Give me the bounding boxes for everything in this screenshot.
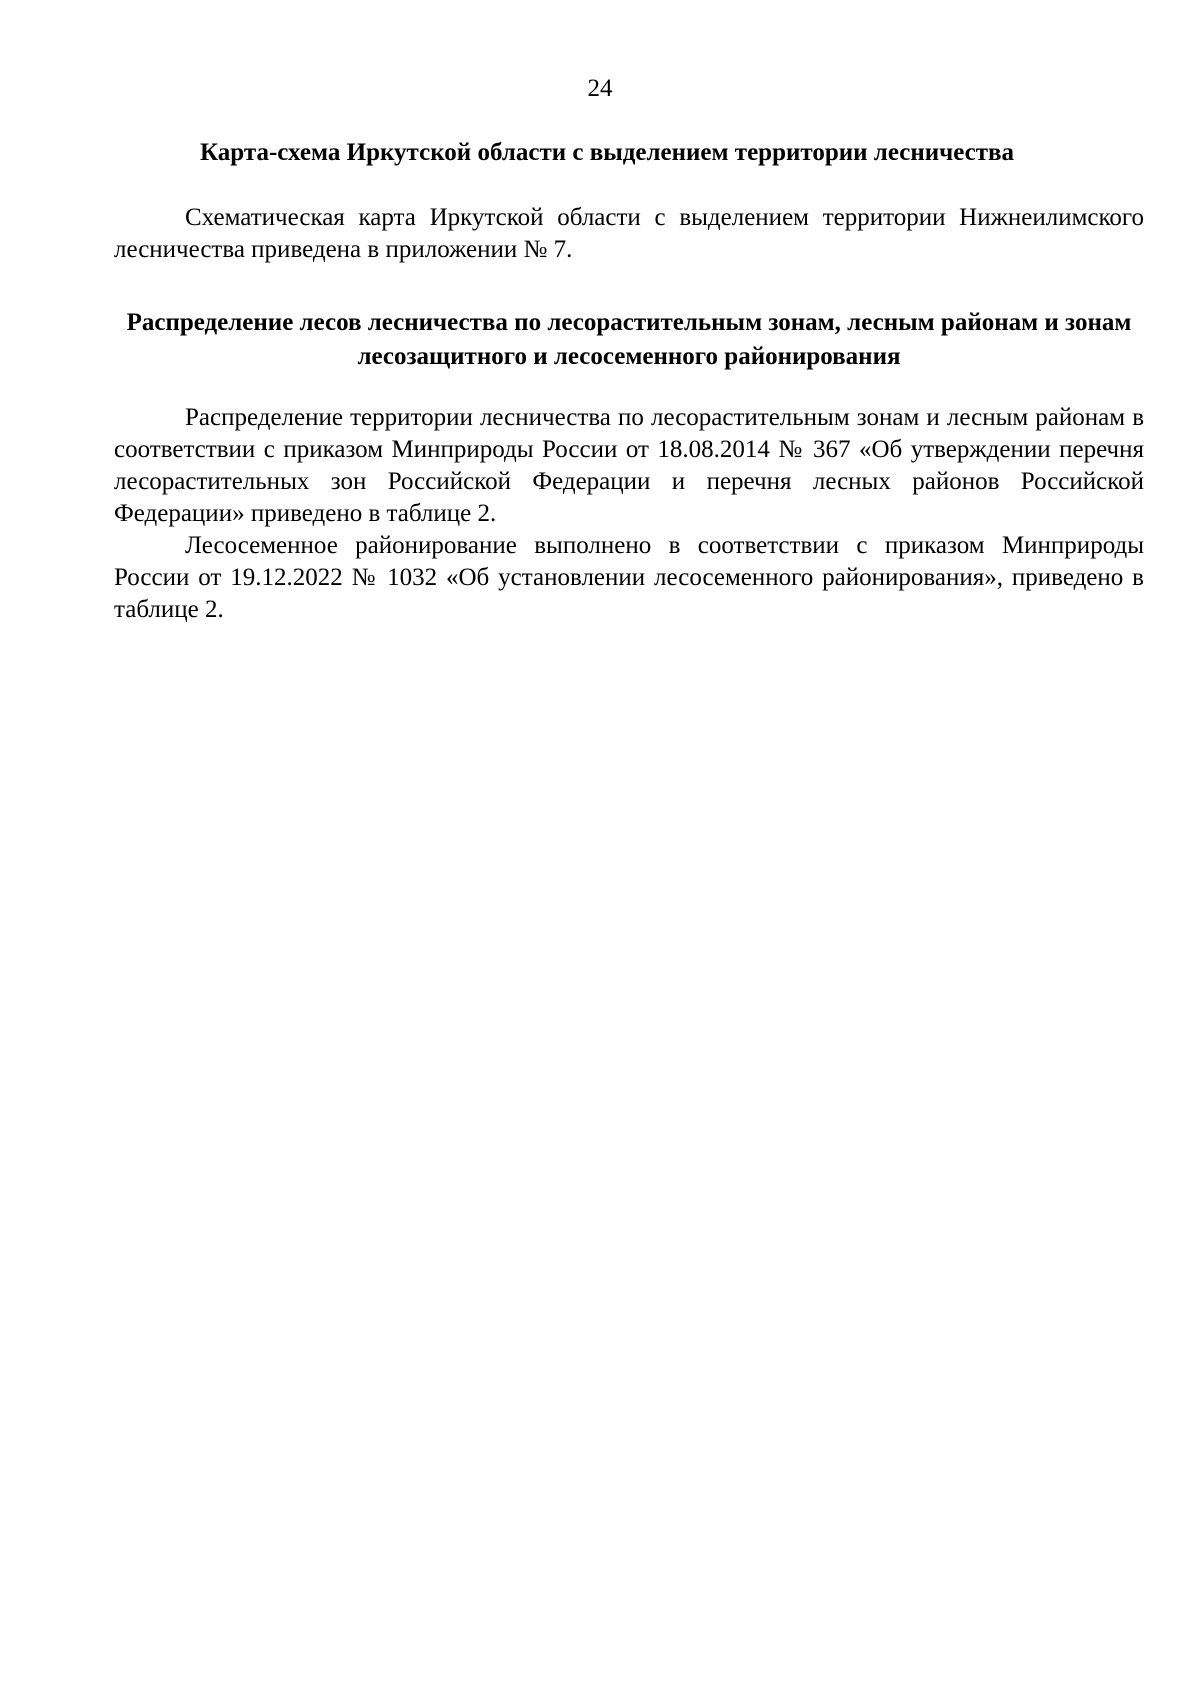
paragraph-seed-zoning: Лесосеменное районирование выполнено в соответствии с приказом Минприроды России от 19.12.2022 № 1032 «Об установлении лесосеменного районирования», приведено в таблице 2.: [114, 532, 1144, 623]
section-heading-map: Карта-схема Иркутской области с выделением территории лесничества: [200, 139, 1015, 166]
paragraph-map-reference: Схематическая карта Иркутской области с выделением территории Нижнеилимского лесничества приведена в приложении № 7.: [114, 204, 1144, 263]
section-heading-distribution: Распределение лесов лесничества по лесорастительным зонам, лесным районам и зонам лесозащитного и лесосеменного районирования: [126, 309, 1132, 370]
page-number: 24: [587, 75, 613, 102]
paragraph-distribution: Распределение территории лесничества по лесорастительным зонам и лесным районам в соответствии с приказом Минприроды России от 18.08.2014 № 367 «Об утверждении перечня лесорастительных зон Российской Федерации и перечня лесных районов Российской Федерации» приведено в таблице 2.: [114, 404, 1144, 527]
